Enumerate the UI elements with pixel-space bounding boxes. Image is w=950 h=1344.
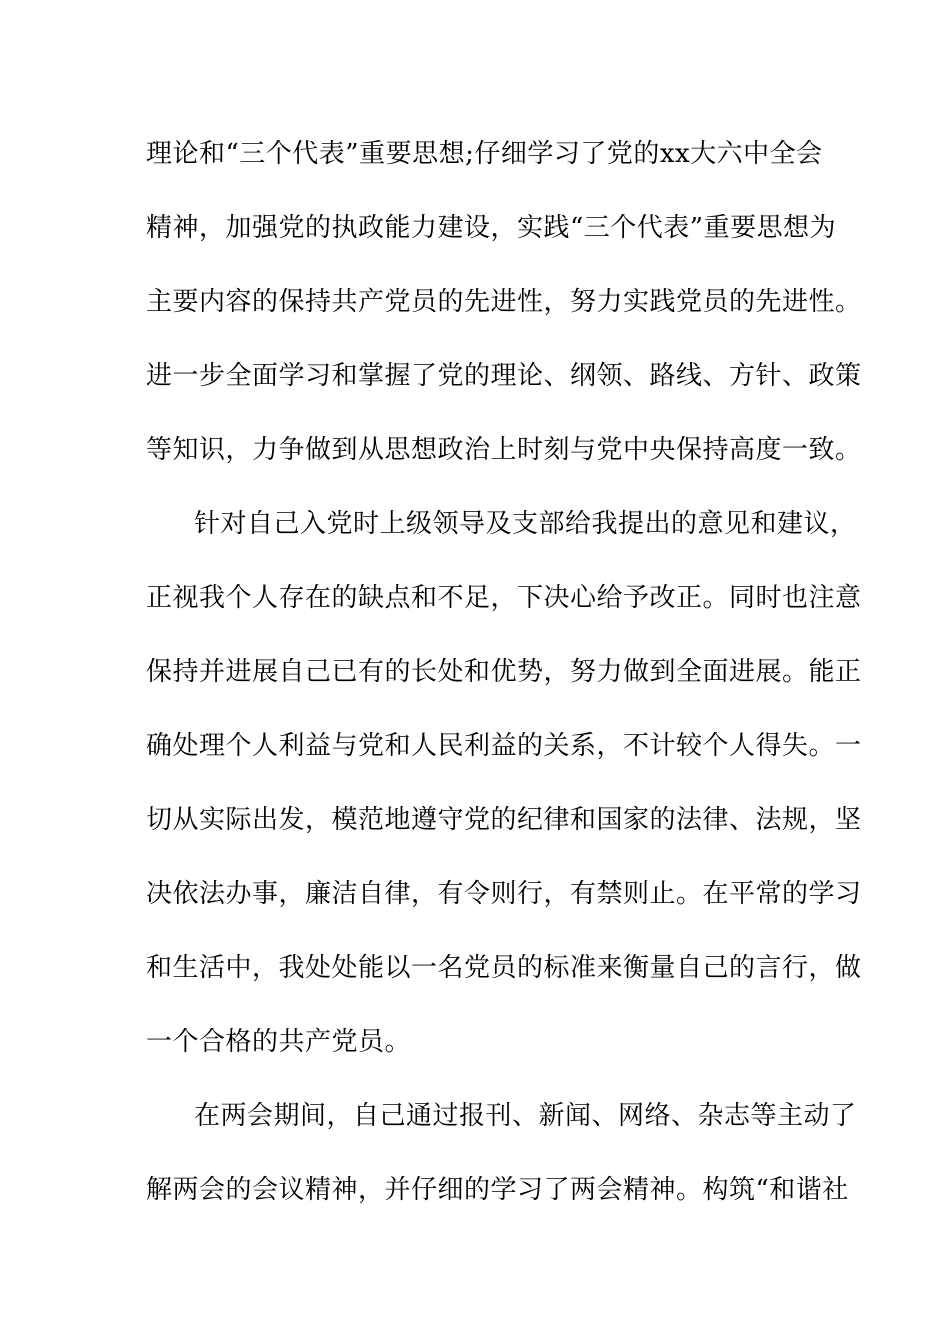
text-line: 和生活中，我处处能以一名党员的标准来衡量自己的言行，做 <box>146 953 862 983</box>
text-line: 理论和“三个代表”重要思想;仔细学习了党的xx大六中全会 <box>146 139 823 169</box>
paragraph-2 <box>146 494 862 1086</box>
text-line: 正视我个人存在的缺点和不足，下决心给予改正。同时也注意 <box>146 583 862 613</box>
text-line: 保持并进展自己已有的长处和优势，努力做到全面进展。能正 <box>146 657 862 687</box>
text-line: 确处理个人利益与党和人民利益的关系，不计较个人得失。一 <box>146 731 862 761</box>
text-line: 决依法办事，廉洁自律，有令则行，有禁则止。在平常的学习 <box>146 879 862 909</box>
text-line: 精神，加强党的执政能力建设，实践“三个代表”重要思想为 <box>146 213 837 243</box>
text-line: 针对自己入党时上级领导及支部给我提出的意见和建议， <box>194 509 857 539</box>
text-line: 主要内容的保持共产党员的先进性，努力实践党员的先进性。 <box>146 287 862 317</box>
text-line: 一个合格的共产党员。 <box>146 1027 412 1057</box>
text-line: 解两会的会议精神，并仔细的学习了两会精神。构筑“和谐社 <box>146 1175 849 1205</box>
text-line: 进一步全面学习和掌握了党的理论、纲领、路线、方针、政策 <box>146 361 862 391</box>
text-line: 在两会期间，自己通过报刊、新闻、网络、杂志等主动了 <box>194 1101 857 1131</box>
paragraph-1 <box>146 124 862 494</box>
document-body <box>146 124 862 1234</box>
paragraph-3 <box>146 1086 857 1234</box>
text-line: 等知识，力争做到从思想政治上时刻与党中央保持高度一致。 <box>146 435 862 465</box>
text-line: 切从实际出发，模范地遵守党的纪律和国家的法律、法规，坚 <box>146 805 862 835</box>
